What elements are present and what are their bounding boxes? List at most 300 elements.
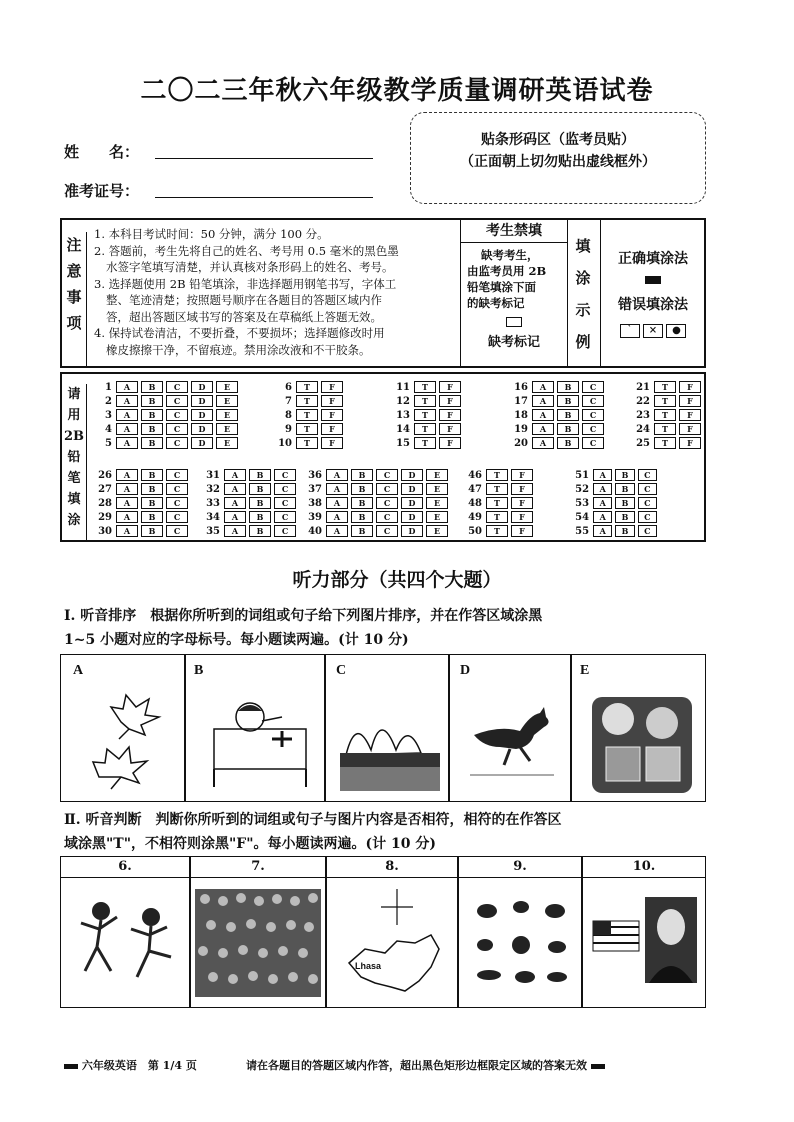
absent-mark-label: 缺考标记	[487, 335, 540, 350]
answer-row	[90, 524, 198, 538]
notice-heading-char: 事	[66, 288, 82, 306]
answer-bubble[interactable]: B	[249, 525, 271, 537]
answer-bubble[interactable]: A	[593, 525, 612, 537]
answer-bubble[interactable]: B	[249, 511, 271, 523]
answer-bubble[interactable]: B	[557, 381, 579, 393]
footer-right	[246, 1057, 605, 1073]
answer-bubble[interactable]: B	[141, 381, 163, 393]
answer-row	[300, 510, 460, 524]
answer-bubble[interactable]: F	[439, 409, 461, 421]
name-label: 姓 名：	[64, 143, 140, 161]
example-heading	[570, 230, 596, 358]
wrong-label: 错误填涂法	[618, 297, 688, 313]
rule-line: 4. 保持试卷清洁，不要折叠，不要损坏；选择题修改时用	[94, 326, 385, 340]
answer-bubble[interactable]: E	[426, 511, 448, 523]
answer-bubble[interactable]: F	[511, 525, 533, 537]
part2-pictures	[60, 856, 706, 1008]
answer-bubble[interactable]: A	[116, 469, 138, 481]
rule-line: 答，超出答题区域书写的答案及在草稿纸上答题无效。	[106, 309, 382, 324]
answer-bubble[interactable]: C	[166, 525, 188, 537]
answer-row	[388, 422, 506, 436]
footer-marker	[591, 1064, 605, 1069]
answer-bubble[interactable]: T	[296, 409, 318, 421]
question-number: 55	[575, 525, 590, 537]
answer-bubble[interactable]: B	[351, 469, 373, 481]
answer-row	[460, 510, 570, 524]
answer-row	[570, 524, 660, 538]
answer-bubble[interactable]: B	[557, 409, 579, 421]
section-title: 听力部分（共四个大题）	[292, 569, 502, 591]
part1-instructions	[64, 604, 714, 652]
answer-bubble[interactable]: C	[582, 423, 604, 435]
answer-bubble[interactable]: F	[679, 437, 701, 449]
answer-column	[388, 380, 506, 450]
rule-line: 2. 答题前，考生先将自己的姓名、考号用 0.5 毫米的黑色墨	[94, 243, 399, 258]
picture-letter: B	[194, 663, 204, 678]
answer-bubble[interactable]: F	[321, 423, 343, 435]
answer-bubble[interactable]: B	[557, 437, 579, 449]
answer-bubble[interactable]: T	[296, 437, 318, 449]
answer-row	[90, 422, 270, 436]
picture-letter: E	[580, 663, 590, 678]
answer-bubble[interactable]: C	[376, 497, 398, 509]
answer-bubble[interactable]: F	[439, 395, 461, 407]
answer-row	[628, 380, 708, 394]
answer-bubble[interactable]: D	[191, 409, 213, 421]
answer-column	[198, 468, 300, 538]
answer-bubble[interactable]: A	[593, 469, 612, 481]
answer-bubble[interactable]: C	[166, 423, 188, 435]
answer-bubble[interactable]: B	[141, 497, 163, 509]
picture-letter: D	[460, 663, 471, 678]
answer-row	[270, 380, 388, 394]
answer-row	[506, 394, 628, 408]
answer-bubble[interactable]: A	[593, 511, 612, 523]
answer-bubble[interactable]: C	[376, 469, 398, 481]
answer-bubble[interactable]: T	[654, 437, 676, 449]
answer-bubble[interactable]: C	[274, 497, 296, 509]
part2-line2: 域涂黑"T"，不相符则涂黑"F"。每小题读两遍。(计 10 分)	[64, 836, 437, 852]
picture-8-map	[326, 856, 458, 1008]
answer-bubble[interactable]: E	[216, 409, 238, 421]
answer-row	[570, 468, 660, 482]
answer-bubble[interactable]: B	[141, 409, 163, 421]
answer-row	[506, 380, 628, 394]
answer-bubble[interactable]: B	[249, 497, 271, 509]
answer-bubble[interactable]: T	[296, 395, 318, 407]
part1-line1: Ⅰ. 听音排序 根据你所听到的词组或句子给下列图片排序，并在作答区域涂黑	[64, 608, 543, 624]
answer-row	[460, 524, 570, 538]
answer-row	[198, 524, 300, 538]
answer-bubble[interactable]: C	[638, 497, 657, 509]
question-number: 25	[636, 437, 650, 449]
answer-label-char: 笔	[67, 471, 81, 486]
answer-row	[90, 482, 198, 496]
answer-bubble[interactable]: C	[166, 497, 188, 509]
answer-bubble[interactable]: C	[582, 409, 604, 421]
footer-left	[64, 1057, 197, 1073]
answer-bubble[interactable]: B	[141, 469, 163, 481]
notice-heading-char: 注	[66, 236, 82, 254]
answer-bubble[interactable]: C	[638, 483, 657, 495]
answer-grid-top	[90, 380, 708, 450]
answer-row	[198, 496, 300, 510]
part1-line2: 1~5 小题对应的字母标号。每小题读两遍。(计 10 分)	[64, 632, 409, 648]
picture-number: 9.	[459, 857, 581, 878]
answer-bubble[interactable]: C	[582, 395, 604, 407]
answer-bubble[interactable]: T	[654, 381, 676, 393]
absent-text-line: 缺考考生，	[481, 248, 539, 262]
answer-row	[270, 436, 388, 450]
answer-label-char: 填	[67, 492, 81, 507]
answer-bubble[interactable]: A	[224, 469, 246, 481]
answer-row	[300, 482, 460, 496]
picture-6-kungfu	[60, 856, 190, 1008]
answer-bubble[interactable]: F	[511, 497, 533, 509]
answer-bubble[interactable]: T	[654, 423, 676, 435]
wrong-sample: ×	[643, 324, 663, 338]
question-number: 26	[98, 469, 112, 481]
answer-bubble[interactable]: B	[141, 437, 163, 449]
answer-row	[90, 408, 270, 422]
answer-bubble[interactable]: A	[116, 525, 138, 537]
answer-bubble[interactable]: A	[532, 437, 554, 449]
answer-bubble[interactable]: B	[249, 483, 271, 495]
answer-bubble[interactable]: T	[414, 423, 436, 435]
correct-label: 正确填涂法	[618, 251, 688, 267]
answer-bubble[interactable]: C	[376, 525, 398, 537]
answer-row	[90, 436, 270, 450]
answer-bubble[interactable]: E	[216, 381, 238, 393]
answer-grid-bottom	[90, 468, 660, 538]
answer-bubble[interactable]: F	[511, 511, 533, 523]
question-number: 37	[308, 483, 322, 495]
question-number: 31	[206, 469, 220, 481]
answer-bubble[interactable]: A	[116, 423, 138, 435]
answer-bubble[interactable]: F	[439, 423, 461, 435]
answer-label-char: 请	[67, 387, 81, 402]
answer-bubble[interactable]: C	[582, 381, 604, 393]
answer-bubble[interactable]: T	[486, 525, 508, 537]
question-number: 9	[285, 423, 292, 435]
answer-bubble[interactable]: D	[401, 525, 423, 537]
answer-bubble[interactable]: B	[141, 525, 163, 537]
answer-bubble[interactable]: B	[351, 483, 373, 495]
answer-bubble[interactable]: F	[439, 437, 461, 449]
answer-bubble[interactable]: T	[486, 497, 508, 509]
part2-instructions	[64, 808, 714, 856]
footer-note: 请在各题目的答题区域内作答，超出黑色矩形边框限定区域的答案无效	[246, 1059, 587, 1072]
answer-bubble[interactable]: B	[249, 469, 271, 481]
question-number: 30	[98, 525, 112, 537]
question-number: 14	[396, 423, 410, 435]
answer-bubble[interactable]: E	[216, 437, 238, 449]
question-number: 2	[105, 395, 112, 407]
answer-bubble[interactable]: F	[321, 381, 343, 393]
answer-column	[270, 380, 388, 450]
answer-row	[506, 408, 628, 422]
question-number: 50	[468, 525, 482, 537]
question-number: 46	[468, 469, 482, 481]
question-number: 39	[308, 511, 322, 523]
answer-bubble[interactable]: D	[191, 423, 213, 435]
name-field[interactable]	[155, 158, 373, 159]
question-number: 36	[308, 469, 322, 481]
answer-bubble[interactable]: C	[166, 437, 188, 449]
answer-bubble[interactable]: C	[638, 525, 657, 537]
answer-column	[90, 380, 270, 450]
answer-bubble[interactable]: F	[321, 395, 343, 407]
picture-letter: A	[73, 663, 84, 678]
question-number: 32	[206, 483, 220, 495]
answer-row	[570, 496, 660, 510]
answer-bubble[interactable]: B	[615, 469, 634, 481]
answer-bubble[interactable]: T	[414, 381, 436, 393]
wrong-sample: `	[620, 324, 640, 338]
answer-bubble[interactable]: E	[426, 497, 448, 509]
answer-bubble[interactable]: F	[679, 395, 701, 407]
kungfu-icon	[67, 887, 185, 997]
question-number: 28	[98, 497, 112, 509]
question-number: 11	[396, 381, 410, 393]
question-number: 17	[514, 395, 528, 407]
answer-bubble[interactable]: C	[274, 525, 296, 537]
answer-row	[628, 422, 708, 436]
part2-line1: Ⅱ. 听音判断 判断你所听到的词组或句子与图片内容是否相符，相符的在作答区	[64, 812, 562, 828]
answer-row	[198, 482, 300, 496]
answer-bubble[interactable]: T	[414, 437, 436, 449]
question-number: 54	[575, 511, 590, 523]
answer-bubble[interactable]: B	[615, 483, 634, 495]
picture-9-insects	[458, 856, 582, 1008]
barcode-line1: 贴条形码区（监考员贴）	[481, 132, 635, 148]
question-number: 48	[468, 497, 482, 509]
answer-bubble[interactable]: C	[638, 469, 657, 481]
answer-bubble[interactable]: T	[414, 409, 436, 421]
footer-marker	[64, 1064, 78, 1069]
absent-text-line: 由监考员用 2B	[467, 264, 547, 278]
insects-icon	[465, 887, 577, 997]
rule-line: 1. 本科目考试时间：50 分钟，满分 100 分。	[94, 227, 329, 241]
question-number: 5	[105, 437, 112, 449]
answer-bubble[interactable]: F	[321, 409, 343, 421]
answer-bubble[interactable]: B	[615, 497, 634, 509]
answer-bubble[interactable]: A	[116, 511, 138, 523]
picture-b-sick-in-bed	[185, 654, 325, 802]
answer-bubble[interactable]: B	[615, 525, 634, 537]
answer-bubble[interactable]: A	[116, 381, 138, 393]
answer-bubble[interactable]: F	[439, 381, 461, 393]
answer-bubble[interactable]: A	[532, 381, 554, 393]
answer-sheet	[60, 372, 706, 542]
absent-checkbox[interactable]	[506, 317, 522, 327]
answer-bubble[interactable]: C	[274, 469, 296, 481]
rule-line: 水签字笔填写清楚，并认真核对条形码上的姓名、考号。	[106, 260, 394, 274]
answer-bubble[interactable]: A	[116, 497, 138, 509]
rule-line: 整、笔迹清楚；按照题号顺序在各题目的答题区域内作	[106, 293, 382, 307]
answer-bubble[interactable]: D	[401, 497, 423, 509]
notice-heading-char: 项	[66, 314, 82, 332]
answer-bubble[interactable]: T	[486, 483, 508, 495]
answer-bubble[interactable]: D	[191, 437, 213, 449]
answer-bubble[interactable]: C	[376, 483, 398, 495]
answer-bubble[interactable]: A	[532, 423, 554, 435]
answer-bubble[interactable]: B	[351, 497, 373, 509]
question-number: 4	[105, 423, 112, 435]
answer-bubble[interactable]: A	[532, 395, 554, 407]
answer-bubble[interactable]: F	[679, 409, 701, 421]
part1-pictures	[60, 654, 706, 802]
question-number: 1	[105, 381, 112, 393]
answer-bubble[interactable]: A	[326, 525, 348, 537]
answer-bubble[interactable]: B	[615, 511, 634, 523]
answer-bubble[interactable]: F	[511, 469, 533, 481]
answer-bubble[interactable]: T	[486, 469, 508, 481]
barcode-area	[410, 112, 706, 204]
answer-bubble[interactable]: T	[486, 511, 508, 523]
answer-row	[300, 496, 460, 510]
answer-row	[388, 380, 506, 394]
answer-bubble[interactable]: B	[351, 525, 373, 537]
food-plate-icon	[578, 693, 700, 799]
question-number: 13	[396, 409, 410, 421]
answer-bubble[interactable]: A	[326, 511, 348, 523]
answer-label-char: 2B	[63, 429, 85, 444]
answer-bubble[interactable]: T	[296, 423, 318, 435]
answer-bubble[interactable]: D	[401, 483, 423, 495]
answer-row	[628, 436, 708, 450]
picture-number: 6.	[61, 857, 189, 878]
absent-text-line: 铅笔填涂下面	[467, 280, 536, 294]
answer-bubble[interactable]: A	[224, 525, 246, 537]
answer-row	[628, 408, 708, 422]
answer-bubble[interactable]: C	[166, 409, 188, 421]
answer-row	[270, 422, 388, 436]
answer-bubble[interactable]: E	[426, 483, 448, 495]
answer-bubble[interactable]: A	[224, 497, 246, 509]
answer-label	[62, 384, 87, 540]
answer-bubble[interactable]: E	[426, 525, 448, 537]
question-number: 7	[285, 395, 292, 407]
answer-bubble[interactable]: A	[326, 469, 348, 481]
answer-column	[570, 468, 660, 538]
answer-bubble[interactable]: D	[401, 469, 423, 481]
answer-bubble[interactable]: A	[326, 483, 348, 495]
answer-bubble[interactable]: A	[593, 483, 612, 495]
answer-bubble[interactable]: B	[141, 423, 163, 435]
answer-bubble[interactable]: F	[321, 437, 343, 449]
answer-row	[270, 408, 388, 422]
question-number: 22	[636, 395, 650, 407]
answer-bubble[interactable]: C	[274, 511, 296, 523]
answer-bubble[interactable]: F	[679, 381, 701, 393]
notice-box	[60, 218, 706, 368]
answer-bubble[interactable]: B	[141, 395, 163, 407]
notice-rules	[94, 226, 464, 358]
question-number: 24	[636, 423, 650, 435]
answer-bubble[interactable]: C	[166, 381, 188, 393]
question-number: 19	[514, 423, 528, 435]
picture-e-food	[571, 654, 706, 802]
answer-bubble[interactable]: A	[532, 409, 554, 421]
wrong-sample: ●	[666, 324, 686, 338]
china-map-icon	[335, 883, 451, 1003]
answer-bubble[interactable]: C	[166, 469, 188, 481]
example-heading-char: 涂	[575, 269, 591, 287]
question-number: 38	[308, 497, 322, 509]
question-number: 21	[636, 381, 650, 393]
answer-row	[198, 510, 300, 524]
answer-bubble[interactable]: A	[326, 497, 348, 509]
answer-bubble[interactable]: T	[414, 395, 436, 407]
answer-row	[90, 510, 198, 524]
answer-bubble[interactable]: A	[224, 483, 246, 495]
answer-bubble[interactable]: E	[426, 469, 448, 481]
answer-bubble[interactable]: A	[593, 497, 612, 509]
answer-bubble[interactable]: A	[116, 437, 138, 449]
answer-row	[90, 394, 270, 408]
question-number: 47	[468, 483, 482, 495]
question-number: 20	[514, 437, 528, 449]
answer-bubble[interactable]: C	[638, 511, 657, 523]
answer-bubble[interactable]: B	[351, 511, 373, 523]
answer-bubble[interactable]: F	[679, 423, 701, 435]
answer-bubble[interactable]: C	[166, 511, 188, 523]
answer-bubble[interactable]: D	[191, 395, 213, 407]
exam-id-field[interactable]	[155, 197, 373, 198]
answer-row	[388, 436, 506, 450]
answer-bubble[interactable]: A	[116, 409, 138, 421]
answer-bubble[interactable]: C	[274, 483, 296, 495]
answer-row	[270, 394, 388, 408]
answer-bubble[interactable]: A	[116, 483, 138, 495]
answer-column	[628, 380, 708, 450]
leaves-icon	[81, 677, 181, 797]
answer-bubble[interactable]: B	[557, 423, 579, 435]
answer-bubble[interactable]: B	[141, 483, 163, 495]
rule-line: 橡皮擦擦干净，不留痕迹。禁用涂改液和不干胶条。	[106, 342, 371, 357]
answer-row	[460, 482, 570, 496]
example-box	[600, 220, 705, 366]
answer-bubble[interactable]: C	[166, 483, 188, 495]
correct-fill-sample	[645, 276, 661, 284]
answer-bubble[interactable]: A	[224, 511, 246, 523]
answer-bubble[interactable]: E	[216, 395, 238, 407]
answer-row	[506, 422, 628, 436]
question-number: 40	[308, 525, 322, 537]
answer-bubble[interactable]: C	[582, 437, 604, 449]
answer-bubble[interactable]: F	[511, 483, 533, 495]
answer-label-char: 铅	[67, 450, 81, 465]
question-number: 34	[206, 511, 220, 523]
answer-bubble[interactable]: C	[376, 511, 398, 523]
answer-bubble[interactable]: T	[654, 395, 676, 407]
answer-bubble[interactable]: B	[141, 511, 163, 523]
picture-number: 10.	[583, 857, 705, 878]
absent-box	[460, 220, 568, 366]
answer-bubble[interactable]: E	[216, 423, 238, 435]
picture-a-leaves	[60, 654, 185, 802]
answer-bubble[interactable]: D	[401, 511, 423, 523]
answer-bubble[interactable]: T	[296, 381, 318, 393]
exam-id-label: 准考证号：	[64, 182, 140, 200]
answer-bubble[interactable]: T	[654, 409, 676, 421]
answer-bubble[interactable]: C	[166, 395, 188, 407]
answer-bubble[interactable]: B	[557, 395, 579, 407]
answer-bubble[interactable]: D	[191, 381, 213, 393]
question-number: 27	[98, 483, 112, 495]
answer-bubble[interactable]: A	[116, 395, 138, 407]
